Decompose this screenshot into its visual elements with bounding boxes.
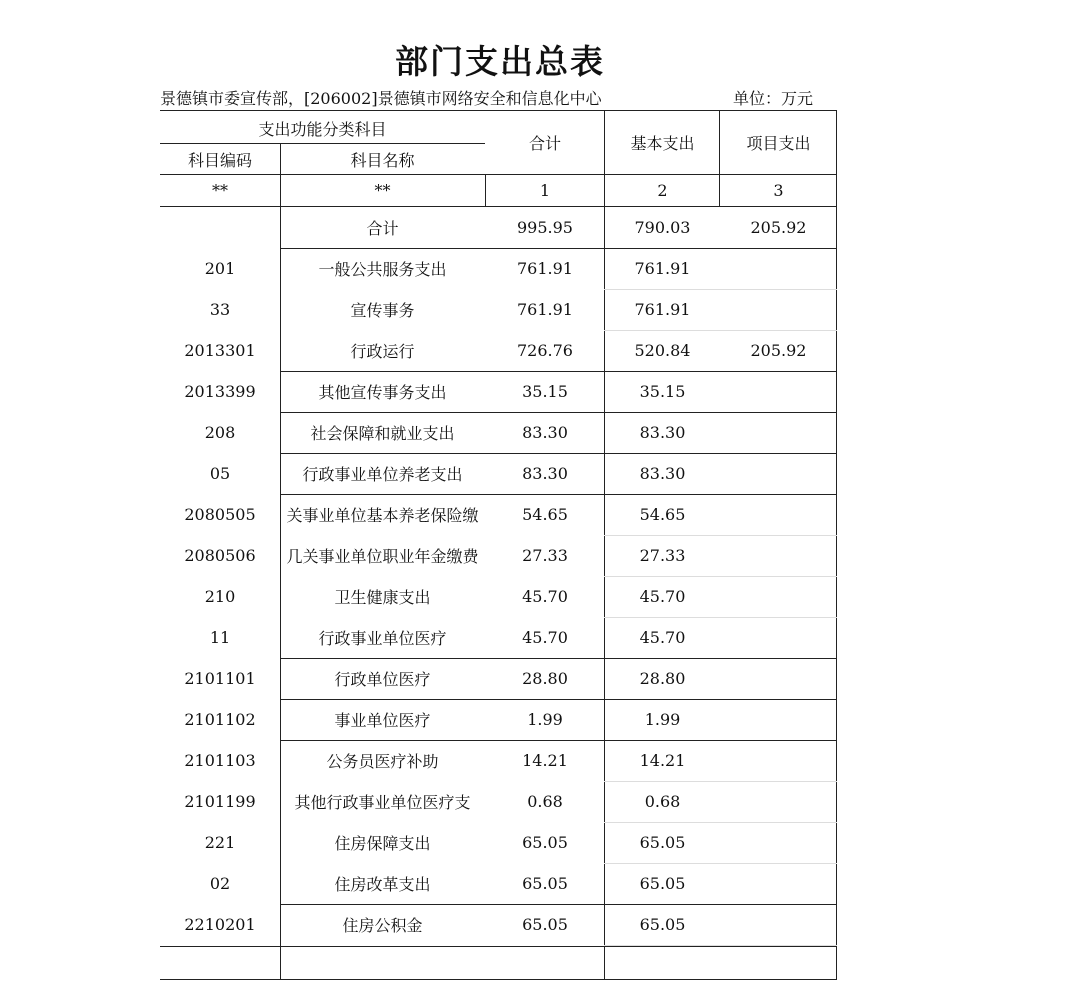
row-separator [160,946,837,947]
row-basic: 54.65 [639,505,686,524]
row-code: 33 [209,300,231,319]
row-basic: 45.70 [639,587,686,606]
row-project [720,658,837,699]
row-project [720,289,837,330]
row-basic: 65.05 [639,833,686,852]
row-total: 761.91 [517,259,573,278]
row-name: 行政事业单位养老支出 [302,465,463,484]
row-code: 221 [204,833,236,852]
header-group-label: 支出功能分类科目 [258,119,387,139]
row-project [720,576,837,617]
row-total: 995.95 [517,218,573,237]
row-total: 1.99 [527,710,563,729]
row-project [720,617,837,658]
row-basic: 28.80 [639,669,686,688]
page-title: 部门支出总表 [395,42,605,81]
row-basic: 14.21 [639,751,686,770]
row-basic: 83.30 [639,423,686,442]
row-project [720,535,837,576]
table-row [160,781,837,822]
row-name: 其他行政事业单位医疗支 [294,793,471,812]
table-row [160,494,837,535]
table-row [160,535,837,576]
table-row [160,289,837,330]
row-code: 2080505 [184,505,256,524]
table-row [160,863,837,904]
row-total: 83.30 [522,423,568,442]
row-code: 2101199 [184,792,256,811]
row-project [720,740,837,781]
row-name: 行政事业单位医疗 [318,629,447,648]
row-total: 761.91 [517,300,573,319]
row-basic: 790.03 [634,218,691,237]
row-code: 2013399 [184,382,256,401]
table-bottom-border [160,979,837,980]
row-total: 65.05 [522,915,568,934]
row-total: 35.15 [522,382,568,401]
row-code: 11 [209,628,231,647]
table-top-border [160,110,837,111]
row-basic: 1.99 [644,710,681,729]
row-total: 45.70 [522,587,568,606]
row-name: 住房保障支出 [334,834,431,853]
row-name: 合计 [366,219,399,238]
table-row [160,740,837,781]
table-row [160,699,837,740]
row-basic: 65.05 [639,874,686,893]
row-total: 726.76 [517,341,573,360]
row-name: 卫生健康支出 [334,588,431,607]
row-basic: 761.91 [634,259,691,278]
row-code: 2101101 [184,669,256,688]
row-total: 65.05 [522,833,568,852]
row-code: 2080506 [184,546,256,565]
row-code: 2210201 [184,915,256,934]
row-name: 公务员医疗补助 [326,752,439,771]
row-code: 02 [209,874,231,893]
expenditure-table [160,110,837,980]
row-basic: 83.30 [639,464,686,483]
table-row [160,207,837,248]
row-code: 2101103 [184,751,256,770]
row-project [720,453,837,494]
table-row [160,248,837,289]
row-basic: 0.68 [644,792,681,811]
row-project [720,371,837,412]
row-code: 210 [204,587,236,606]
header-total: 合计 [528,133,561,153]
row-project [720,904,837,945]
col-divider-basic [719,110,720,207]
row-code: 201 [204,259,236,278]
row-total: 14.21 [522,751,568,770]
index-basic: 2 [657,181,668,200]
index-name: ** [374,181,391,200]
row-total: 45.70 [522,628,568,647]
table-row [160,658,837,699]
row-name: 住房公积金 [342,916,423,935]
row-total: 0.68 [527,792,563,811]
table-row [160,412,837,453]
row-name: 行政单位医疗 [334,670,431,689]
header-bottom-border [160,174,837,175]
row-total: 28.80 [522,669,568,688]
row-name: 关事业单位基本养老保险缴 [286,506,479,525]
row-project [720,781,837,822]
table-row [160,576,837,617]
group-underline [160,143,485,144]
header-code: 科目编码 [187,150,252,170]
row-project: 205.92 [750,218,807,237]
row-name: 行政运行 [350,342,415,361]
row-project: 205.92 [750,341,807,360]
row-code: 2013301 [184,341,256,360]
row-project [720,822,837,863]
row-name: 一般公共服务支出 [318,260,447,279]
row-code [160,207,280,248]
table-row [160,371,837,412]
row-basic: 27.33 [639,546,686,565]
row-name: 宣传事务 [350,301,415,320]
unit-label: 单位：万元 [733,89,814,108]
row-name: 几关事业单位职业年金缴费 [286,547,479,566]
row-total: 65.05 [522,874,568,893]
row-total: 83.30 [522,464,568,483]
row-basic: 520.84 [634,341,691,360]
row-name: 住房改革支出 [334,875,431,894]
row-project [720,494,837,535]
index-project: 3 [773,181,784,200]
row-name: 其他宣传事务支出 [318,383,447,402]
header-name: 科目名称 [350,150,415,170]
department-subtitle: 景德镇市委宣传部，[206002]景德镇市网络安全和信息化中心 [160,89,602,108]
table-row [160,617,837,658]
row-name: 社会保障和就业支出 [310,424,455,443]
row-basic: 761.91 [634,300,691,319]
table-row [160,453,837,494]
row-basic: 35.15 [639,382,686,401]
table-row [160,904,837,945]
row-basic: 45.70 [639,628,686,647]
row-project [720,863,837,904]
header-basic: 基本支出 [630,133,695,153]
row-code: 05 [209,464,231,483]
row-basic: 65.05 [639,915,686,934]
table-row [160,822,837,863]
table-row [160,330,837,371]
index-total: 1 [539,181,551,200]
index-code: ** [212,181,228,200]
row-total: 54.65 [522,505,568,524]
row-code: 208 [204,423,236,442]
header-project: 项目支出 [746,133,811,153]
row-code: 2101102 [184,710,256,729]
row-project [720,412,837,453]
row-project [720,699,837,740]
col-divider-name [485,174,486,207]
row-name: 事业单位医疗 [334,711,431,730]
row-project [720,248,837,289]
row-total: 27.33 [522,546,568,565]
